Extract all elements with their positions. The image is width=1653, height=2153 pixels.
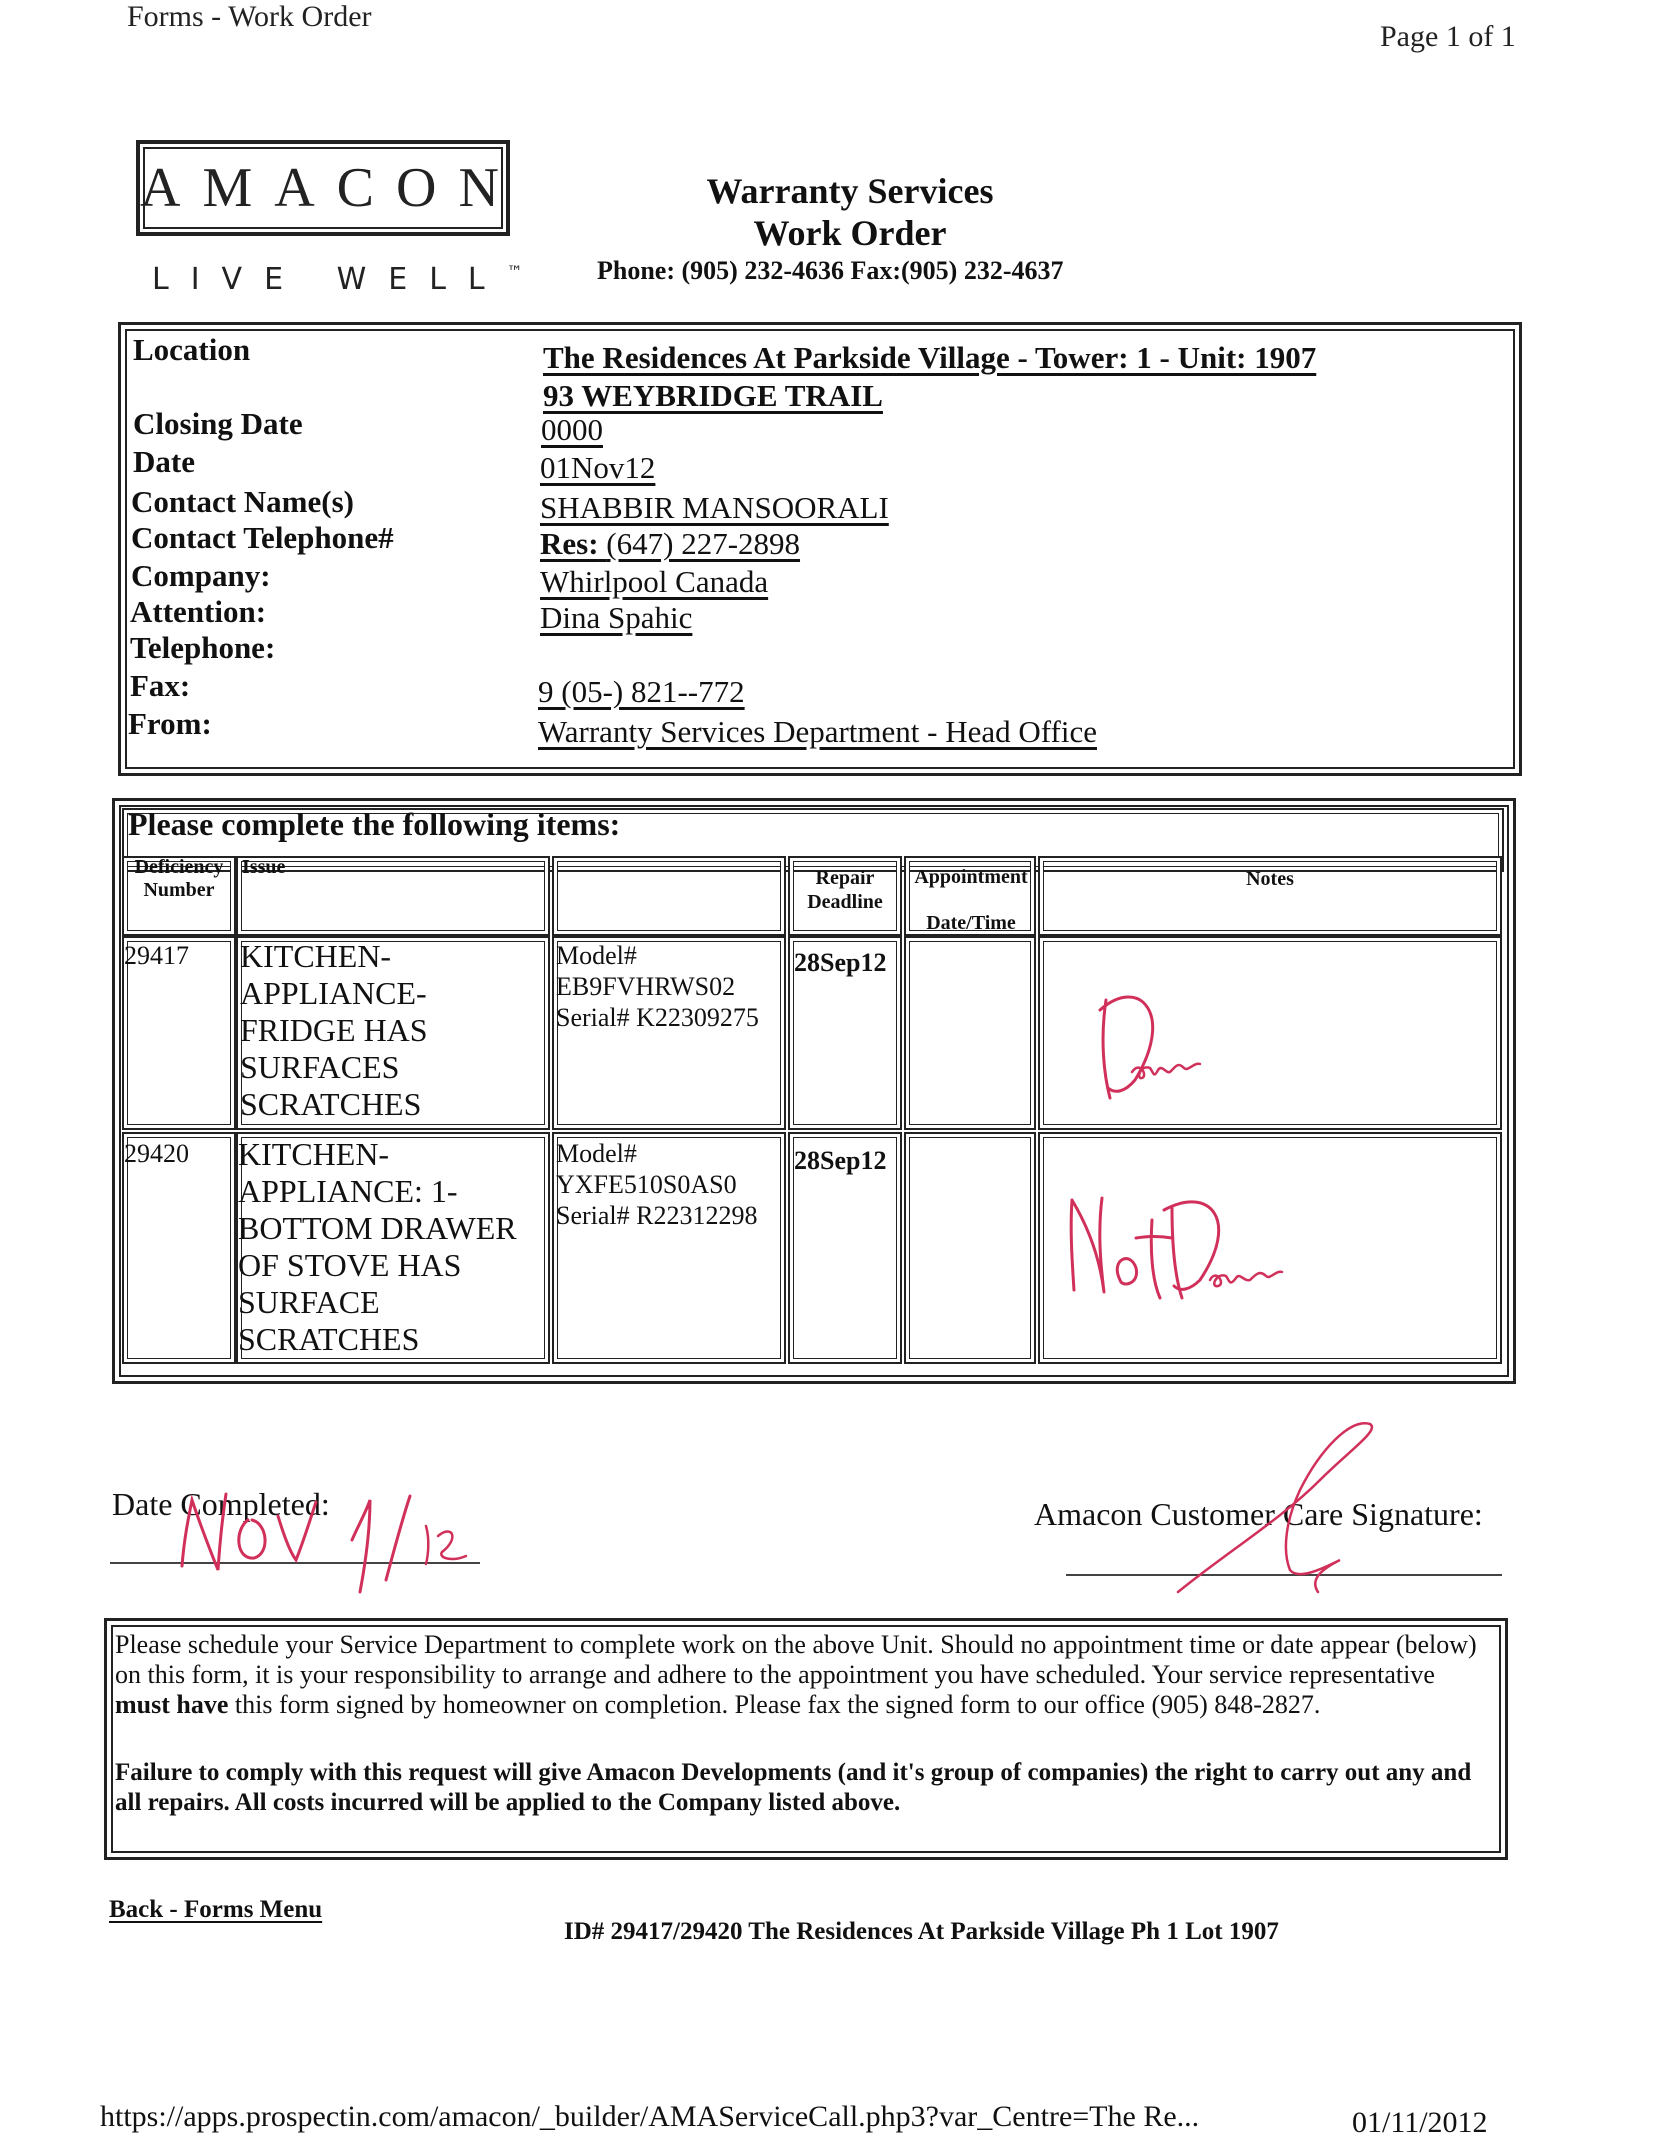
page-indicator: Page 1 of 1 [1380,20,1516,53]
row1-issue-line: APPLIANCE- [240,975,427,1011]
label-fax: Fax: [130,668,191,703]
value-contact-telephone: (647) 227-2898 [606,526,801,561]
row1-serial: Serial# K22309275 [556,1003,759,1032]
notice-emphasis: must have [115,1690,229,1719]
label-telephone: Telephone: [130,630,276,665]
signature-label: Amacon Customer Care Signature: [1034,1496,1483,1532]
row1-model-number: EB9FVHRWS02 [556,972,736,1001]
notice-paragraph-1 [115,1630,1485,1720]
form-title: Forms - Work Order [127,0,372,33]
notice-text-2: this form signed by homeowner on completion. Please fax the signed form to our office (905) 848-2827. [234,1690,1321,1719]
row1-issue-line: KITCHEN- [240,938,392,974]
table-cell [904,1132,1036,1364]
label-attention: Attention: [130,594,267,629]
row2-deadline: 28Sep12 [794,1146,887,1175]
items-heading: Please complete the following items: [128,806,621,842]
row2-issue-line: OF STOVE HAS [238,1247,462,1283]
back-forms-menu-link[interactable]: Back - Forms Menu [109,1896,323,1923]
row1-issue-line: SCRATCHES [240,1086,422,1122]
label-date: Date [133,444,195,479]
value-from: Warranty Services Department - Head Office [538,714,1097,749]
row1-deadline: 28Sep12 [794,948,887,977]
value-company: Whirlpool Canada [540,564,769,599]
label-closing-date: Closing Date [133,406,303,441]
value-location-line1: The Residences At Parkside Village - Tower: 1 - Unit: 1907 [543,340,1317,375]
phone-fax-line: Phone: (905) 232-4636 Fax:(905) 232-4637 [597,256,1064,285]
row2-serial: Serial# R22312298 [556,1201,758,1230]
print-date: 01/11/2012 [1352,2106,1488,2139]
row1-note-handwriting [1070,980,1230,1110]
label-from: From: [128,706,212,741]
value-fax: 9 (05-) 821--772 [538,674,745,709]
signature-handwriting [1170,1420,1410,1600]
th-repair-line1: Repair [815,867,875,889]
row2-model-label: Model# [556,1139,637,1168]
label-contact-names: Contact Name(s) [131,484,354,519]
date-completed-label: Date Completed: [112,1486,330,1522]
value-location-line2: 93 WEYBRIDGE TRAIL [543,378,883,413]
col-model-header [552,856,786,936]
print-url: https://apps.prospectin.com/amacon/_builder/AMAServiceCall.php3?var_Centre=The Re... [100,2100,1200,2133]
logo-tagline [152,262,523,297]
th-deficiency [124,856,234,902]
value-contact-telephone-row [540,526,800,562]
label-location: Location [133,332,251,367]
row2-issue-line: BOTTOM DRAWER [238,1210,517,1246]
row1-issue [240,938,428,1123]
row2-issue [238,1136,517,1358]
trademark-mark: ™ [506,262,523,281]
th-repair [790,866,900,914]
label-contact-telephone: Contact Telephone# [131,520,394,555]
amacon-logo [136,140,521,236]
row2-issue-line: SURFACE [238,1284,380,1320]
value-closing-date: 0000 [541,412,603,447]
th-appointment-line1: Appointment [914,866,1028,888]
value-attention: Dina Spahic [540,600,693,635]
th-deficiency-line1: Deficiency [134,856,224,878]
row1-number: 29417 [124,941,189,970]
table-cell [904,936,1036,1130]
row2-note-handwriting [1060,1180,1320,1310]
row1-model-label: Model# [556,941,637,970]
title-work-order: Work Order [753,213,947,253]
row2-issue-line: APPLIANCE: 1- [238,1173,458,1209]
value-date: 01Nov12 [540,450,656,485]
row1-issue-line: FRIDGE HAS [240,1012,428,1048]
contact-telephone-prefix: Res: [540,526,599,561]
date-completed-handwriting [170,1480,480,1600]
notice-text-1: Please schedule your Service Department to complete work on the above Unit. Should no appointment time or date appear (below) on this form, it is your responsibility to arrange and adhere to the appointment you have scheduled. Your service representative [115,1630,1477,1689]
th-appointment-line2: Date/Time [926,912,1016,934]
th-issue: Issue [242,856,286,878]
id-line: ID# 29417/29420 The Residences At Parkside Village Ph 1 Lot 1907 [564,1918,1279,1945]
row2-model [556,1138,758,1231]
notice-paragraph-2: Failure to comply with this request will give Amacon Developments (and it's group of companies) the right to carry out any and all repairs. All costs incurred will be applied to the Company listed above. [115,1759,1472,1816]
row1-model [556,940,759,1033]
th-repair-line2: Deadline [807,891,883,913]
row1-issue-line: SURFACES [240,1049,400,1085]
value-contact-names: SHABBIR MANSOORALI [540,490,889,525]
row2-model-number: YXFE510S0AS0 [556,1170,737,1199]
row2-issue-line: SCRATCHES [238,1321,420,1357]
logo-tagline-text: LIVE WELL [152,262,507,297]
title-warranty-services: Warranty Services [706,171,994,211]
label-company: Company: [131,558,271,593]
logo-brand: AMACON [140,157,521,219]
th-deficiency-line2: Number [143,879,215,901]
th-notes: Notes [1246,868,1294,890]
row2-number: 29420 [124,1139,189,1168]
row2-issue-line: KITCHEN- [238,1136,390,1172]
